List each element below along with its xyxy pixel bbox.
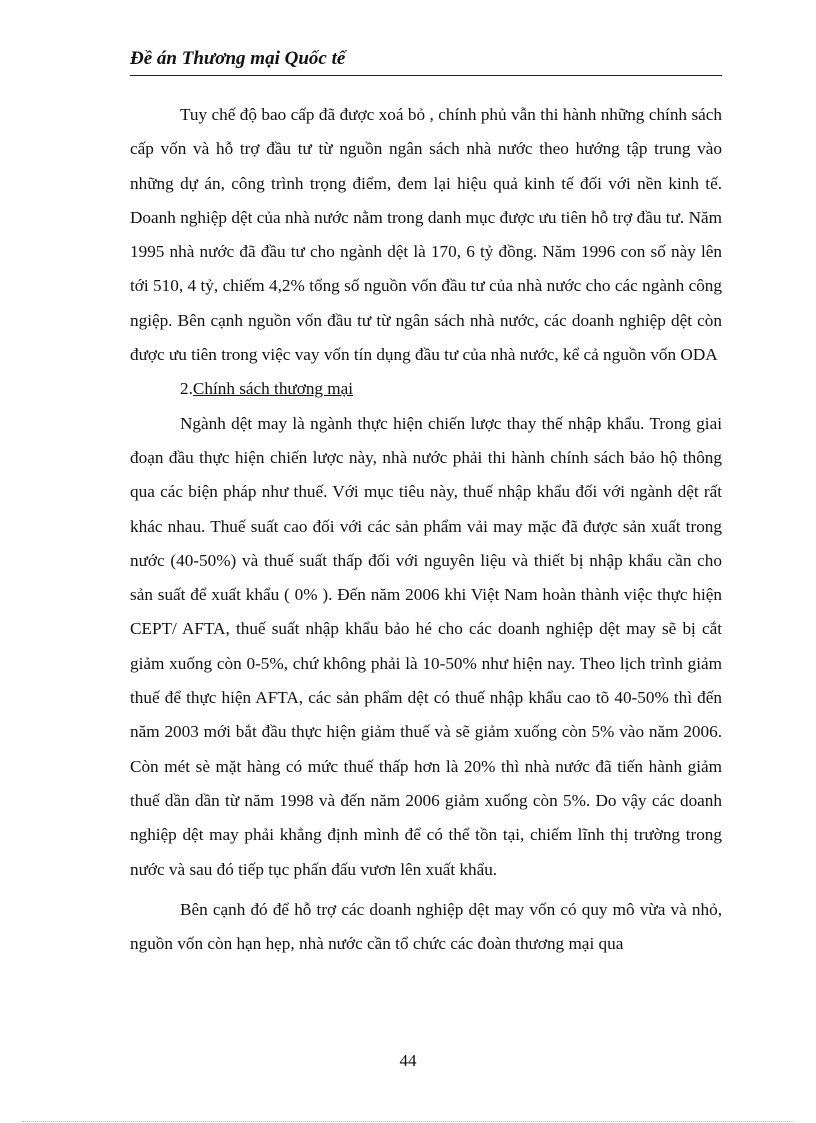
page-bottom-border — [22, 1121, 794, 1122]
header-rule — [130, 75, 722, 76]
section-number: 2. — [180, 379, 193, 399]
paragraph: Bên cạnh đó để hỗ trợ các doanh nghiệp dệt may vốn có quy mô vừa và nhỏ, nguồn vốn còn hạn hẹp, nhà nước cần tổ chức các đoàn thương mại qua — [130, 899, 722, 954]
document-header-title: Đề án Thương mại Quốc tế — [130, 48, 346, 69]
paragraph: Tuy chế độ bao cấp đã được xoá bỏ , chính phủ vẫn thi hành những chính sách cấp vốn và hỗ trợ đầu tư từ nguồn ngân sách nhà nước theo hướng tập trung vào những dự án, công trình trọng điểm, đem lại hiệu quả kinh tế đối với nền kinh tế. Doanh nghiệp dệt của nhà nước nằm trong danh mục được ưu tiên hỗ trợ đầu tư. Năm 1995 nhà nước đã đầu tư cho ngành dệt là 170, 6 tỷ đồng. Năm 1996 con số này lên tới 510, 4 tỷ, chiếm 4,2% tổng số nguồn vốn đầu tư của nhà nước cho các ngành công ngiệp. Bên cạnh nguồn vốn đầu tư từ ngân sách nhà nước, các doanh nghiệp dệt còn được ưu tiên trong việc vay vốn tín dụng đầu tư của nhà nước, kể cả nguồn vốn ODA — [130, 105, 722, 365]
section-title: Chính sách thương mại — [192, 379, 354, 399]
section-heading — [130, 372, 722, 406]
document-body — [130, 98, 722, 961]
page-number: 44 — [399, 1051, 417, 1070]
paragraph: Ngành dệt may là ngành thực hiện chiến lược thay thế nhập khẩu. Trong giai đoạn đầu thực hiện chiến lược này, nhà nước phải thi hành chính sách bảo hộ thông qua các biện pháp như thuế. Với mục tiêu này, thuế nhập khẩu đối với ngành dệt rất khác nhau. Thuế suất cao đối với các sản phẩm vải may mặc đã được sản xuất trong nước (40-50%) và thuế suất thấp đối với nguyên liệu và thiết bị nhập khẩu cần cho sản suất để xuất khẩu ( 0% ). Đến năm 2006 khi Việt Nam hoàn thành việc thực hiện CEPT/ AFTA, thuế suất nhập khẩu bảo hé cho các doanh nghiệp dệt may sẽ bị cắt giảm xuống còn 0-5%, chứ không phải là 10-50% như hiện nay. Theo lịch trình giảm thuế để thực hiện AFTA, các sản phẩm dệt có thuế nhập khẩu cao tõ 40-50% thì đến năm 2003 mới bắt đầu thực hiện giảm thuế và sẽ giảm xuống còn 5% vào năm 2006. Còn mét sè mặt hàng có mức thuế thấp hơn là 20% thì nhà nước đã tiến hành giảm thuế dần dần từ năm 1998 và đến năm 2006 giảm xuống còn 5%. Do vậy các doanh nghiệp dệt may phải khẳng định mình để có thể tồn tại, chiếm lĩnh thị trường trong nước và sau đó tiếp tục phấn đấu vươn lên xuất khẩu. — [130, 413, 722, 879]
